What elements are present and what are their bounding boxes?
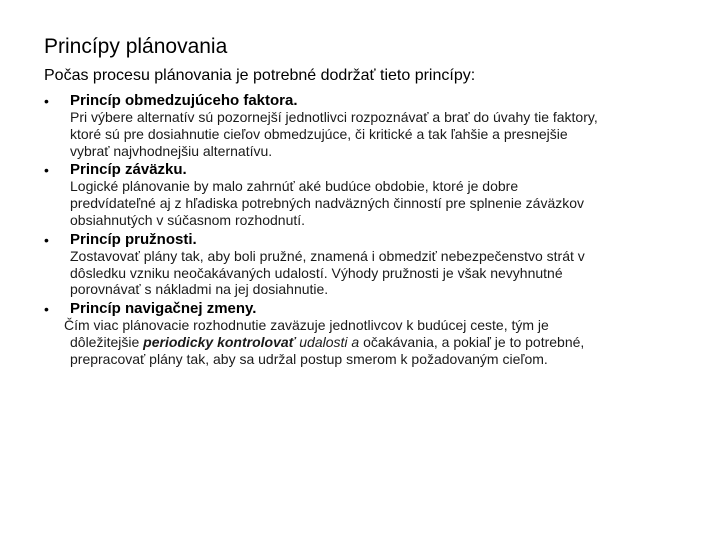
- emphasis-text: periodicky kontrolovať: [143, 333, 296, 350]
- bullet-icon: •: [44, 162, 49, 179]
- principles-list: [44, 92, 684, 368]
- italic-text: udalosti a: [295, 333, 360, 350]
- bullet-icon: •: [44, 301, 49, 318]
- principle-heading: Princíp záväzku.: [70, 161, 187, 179]
- principle-text: [64, 317, 684, 367]
- principle-text-part1: Čím viac plánovacie rozhodnutie zaväzuje jednotlivcov k budúcej ceste, tým je dôležitejšie: [64, 317, 549, 350]
- intro-text: Počas procesu plánovania je potrebné dodržať tieto princípy:: [44, 67, 476, 84]
- principle-heading: Princíp obmedzujúceho faktora.: [70, 92, 298, 109]
- bullet-icon: •: [44, 93, 49, 109]
- principle-text: Pri výbere alternatív sú pozornejší jednotlivci rozpoznávať a brať do úvahy tie faktory, ktoré sú pre dosiahnutie cieľov obmedzujúce, či kritické a tak ľahšie a presnejšie vybrať najvhodnejšiu alternatívu.: [70, 109, 598, 159]
- bullet-icon: •: [44, 231, 49, 248]
- list-item: [44, 231, 684, 298]
- list-item: [44, 92, 684, 159]
- principle-heading: Princíp navigačnej zmeny.: [70, 300, 257, 318]
- list-item: [44, 300, 684, 367]
- page-title: Princípy plánovania: [44, 35, 228, 58]
- list-item: [44, 161, 684, 228]
- principle-heading: Princíp pružnosti.: [70, 230, 197, 248]
- principle-text: Zostavovať plány tak, aby boli pružné, znamená i obmedziť nebezpečenstvo strát v dôsledku vzniku neočakávaných udalostí. Výhody pružnosti je však nevyhnutné porovnávať s nákladmi na jej dosiahnutie.: [70, 247, 585, 298]
- principle-text: Logické plánovanie by malo zahrnúť aké budúce obdobie, ktoré je dobre predvídateľné aj z hľadiska potrebných nadväzných činností pre splnenie záväzkov obsiahnutých v súčasnom rozhodnutí.: [70, 178, 585, 228]
- principle-text-part2: očakávania, a pokiaľ je to potrebné, prepracovať plány tak, aby sa udržal postup smerom k požadovaným cieľom.: [70, 333, 585, 367]
